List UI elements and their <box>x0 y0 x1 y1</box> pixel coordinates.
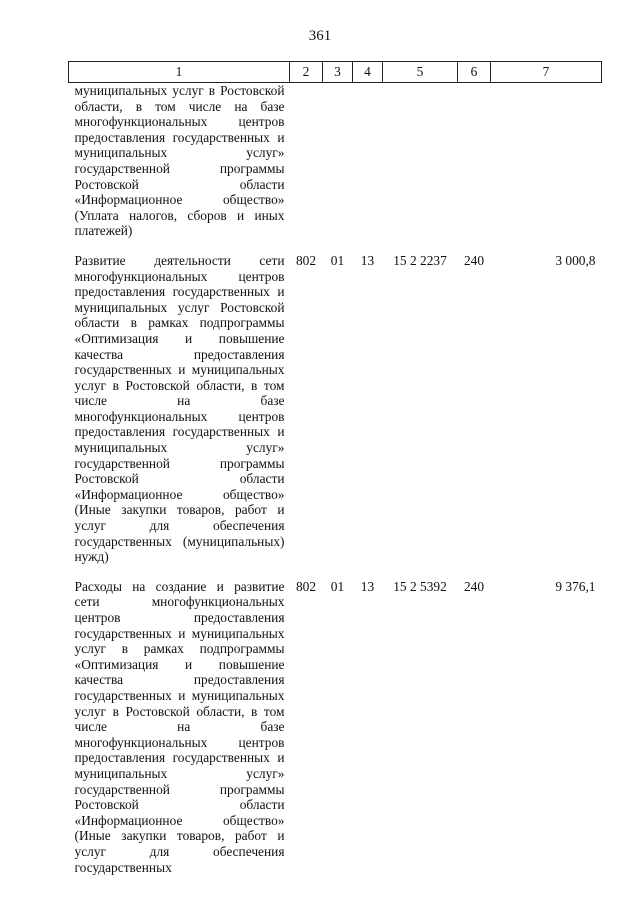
subsection-code <box>353 83 383 253</box>
header-cell: 6 <box>458 62 491 83</box>
expense-type-code: 240 <box>463 252 485 268</box>
table-row <box>69 579 602 875</box>
table-row <box>69 253 602 579</box>
column-number-header <box>69 62 602 83</box>
subsection-code: 13 <box>360 252 375 268</box>
ministry-code: 802 <box>295 578 317 594</box>
expense-description: Расходы на создание и развитие сети многофункциональных центров предоставления государственных и муниципальных услуг в рамках подпрограммы «Оптимизация и повышение качества предоставления государственных и муниципальных услуг в Ростовской области, в том числе на базе многофункциональных центров предоставления государственных и муниципальных услуг» государственной программы Ростовской области «Информационное общество» (Иные закупки товаров, работ и услуг для обеспечения государственных <box>74 578 285 875</box>
ministry-code <box>290 83 323 253</box>
header-cell: 5 <box>383 62 458 83</box>
target-article-code: 15 2 2237 <box>393 252 447 268</box>
amount: 9 376,1 <box>555 578 596 594</box>
header-cell: 4 <box>353 62 383 83</box>
section-code: 01 <box>330 578 345 594</box>
ministry-code: 802 <box>295 252 317 268</box>
expense-type-code: 240 <box>463 578 485 594</box>
expense-type-code <box>458 83 491 253</box>
section-code <box>323 83 353 253</box>
header-cell: 2 <box>290 62 323 83</box>
amount: 3 000,8 <box>555 252 596 268</box>
expense-description: муниципальных услуг в Ростовской области, в том числе на базе многофункциональных центров предоставления государственных и муниципальных услуг» государственной программы Ростовской области «Информационное общество» (Уплата налогов, сборов и иных платежей) <box>74 83 285 239</box>
target-article-code: 15 2 5392 <box>393 578 447 594</box>
table-row <box>69 83 602 253</box>
section-code: 01 <box>330 252 345 268</box>
budget-table <box>68 61 602 875</box>
header-cell: 1 <box>69 62 290 83</box>
page-number: 361 <box>308 28 332 44</box>
header-cell: 3 <box>323 62 353 83</box>
expense-description: Развитие деятельности сети многофункциональных центров предоставления государственных и муниципальных услуг Ростовской области в рамках подпрограммы «Оптимизация и повышение качества предоставления государственных и муниципальных услуг в Ростовской области, в том числе на базе многофункциональных центров предоставления государственных и муниципальных услуг» государственной программы Ростовской области «Информационное общество» (Иные закупки товаров, работ и услуг для обеспечения государственных (муниципальных) нужд) <box>74 252 285 565</box>
target-article-code <box>383 83 458 253</box>
subsection-code: 13 <box>360 578 375 594</box>
amount <box>491 83 602 253</box>
header-cell: 7 <box>491 62 602 83</box>
